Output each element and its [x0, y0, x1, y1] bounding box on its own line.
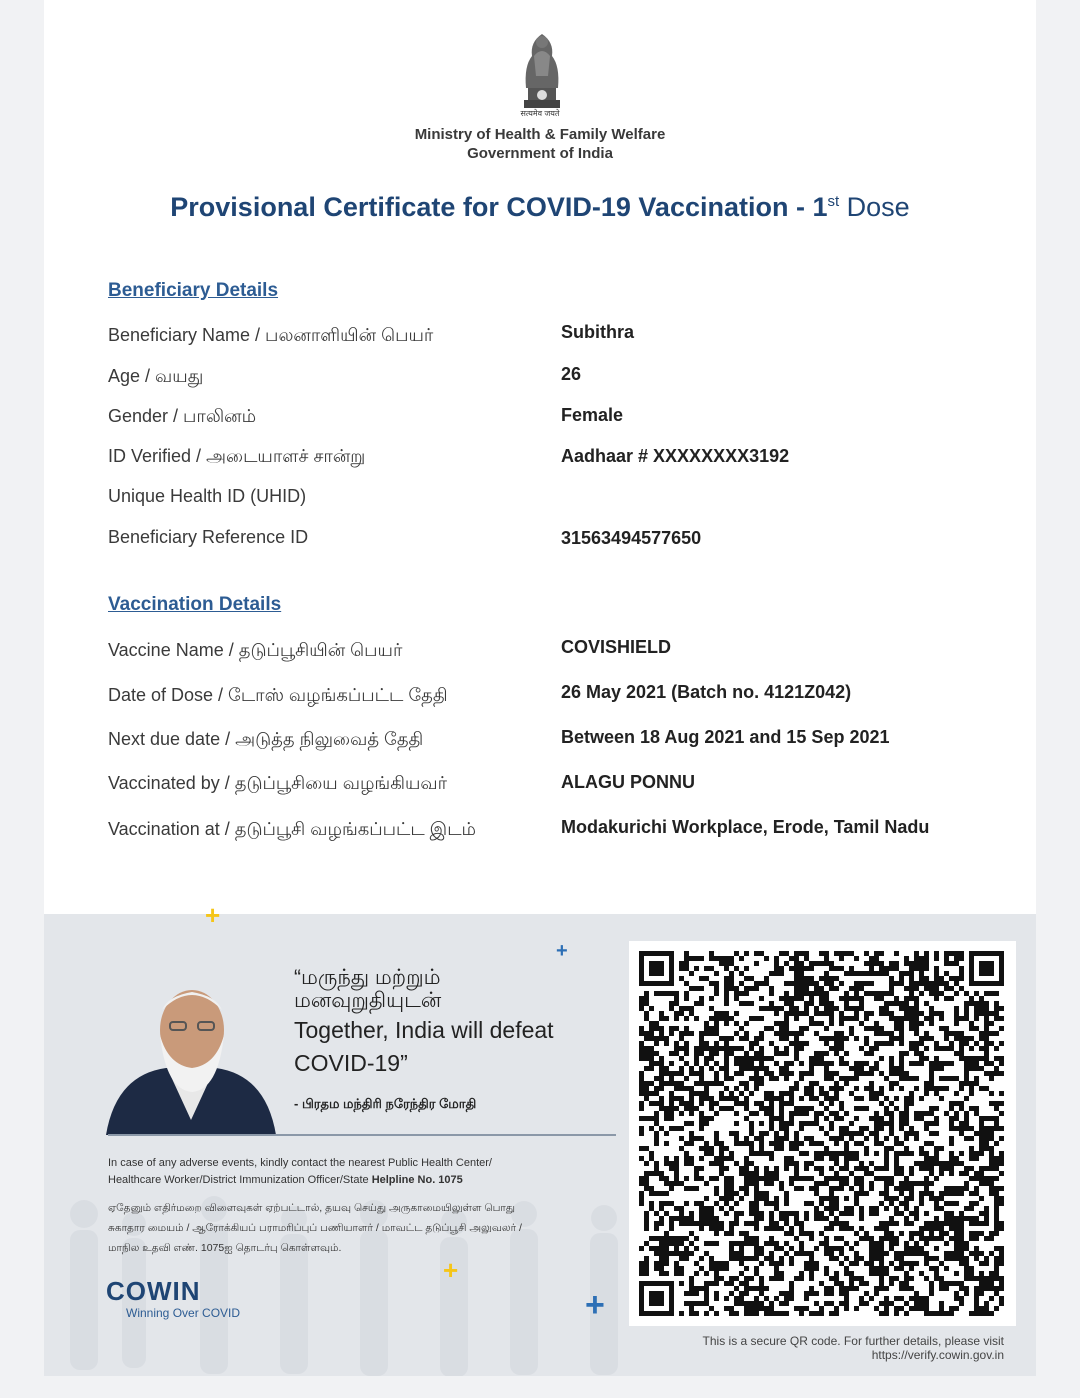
vaccination-at-value: Modakurichi Workplace, Erode, Tamil Nadu [561, 817, 930, 837]
prime-minister-photo [106, 980, 276, 1135]
beneficiary-name-label: Beneficiary Name / பலனாளியின் பெயர் [108, 325, 434, 345]
next-due-date-label: Next due date / அடுத்த நிலுவைத் தேதி [108, 729, 424, 749]
age-value: 26 [561, 364, 582, 384]
plus-decoration-icon: + [205, 900, 221, 930]
footer-divider [108, 1134, 616, 1136]
helpline-english [108, 1155, 608, 1189]
gender-label: Gender / பாலினம் [108, 406, 257, 426]
helpline-english-text: Healthcare Worker/District Immunization Officer/State [108, 1174, 372, 1186]
ministry-name: Ministry of Health & Family Welfare [414, 126, 666, 143]
plus-decoration-icon: + [585, 1286, 605, 1324]
qr-finder-pattern [969, 951, 1004, 986]
qr-finder-pattern [639, 1281, 674, 1316]
helpline-number: Helpline No. 1075 [371, 1174, 463, 1186]
date-of-dose-value: 26 May 2021 (Batch no. 4121Z042) [561, 682, 852, 702]
next-due-date-value: Between 18 Aug 2021 and 15 Sep 2021 [561, 727, 890, 747]
quote-line-tamil-2: மனவுறுதியுடன் [294, 989, 442, 1012]
vaccination-details-heading: Vaccination Details [108, 594, 282, 615]
certificate-title [0, 192, 1080, 223]
emblem-motto: सत्यमेव जयते [520, 109, 560, 118]
vaccination-at-label: Vaccination at / தடுப்பூசி வழங்கப்பட்ட இடம் [108, 819, 476, 839]
reference-id-value: 31563494577650 [561, 528, 702, 548]
qr-code-container [629, 941, 1016, 1326]
beneficiary-details-heading: Beneficiary Details [108, 280, 279, 301]
title-superscript: st [827, 193, 840, 210]
government-name: Government of India [467, 145, 613, 162]
vaccine-name-value: COVISHIELD [561, 637, 672, 657]
id-verified-value: Aadhaar # XXXXXXXX3192 [561, 446, 790, 466]
verification-qr-code [639, 951, 1006, 1316]
helpline-tamil-line-2: சுகாதார மையம் / ஆரோக்கியப் பராமரிப்புப் பணியாளர் / மாவட்ட தடுப்பூசி அலுவலர் / [108, 1222, 522, 1234]
quote-line-english-2: COVID-19” [294, 1050, 408, 1076]
cowin-logo: COWIN [106, 1276, 201, 1306]
helpline-tamil-line-1: ஏதேனும் எதிர்மறை விளைவுகள் ஏற்பட்டால், தயவு செய்து அருகாமையிலுள்ள பொது [108, 1202, 515, 1214]
quote-line-english-1: Together, India will defeat [294, 1017, 554, 1043]
plus-decoration-icon: + [443, 1255, 459, 1285]
qr-modules [639, 951, 1004, 1316]
quote-line-tamil-1: “மருந்து மற்றும் [294, 966, 441, 989]
helpline-tamil-line-3: மாநில உதவி எண். 1075ஐ தொடர்பு கொள்ளவும். [108, 1242, 342, 1254]
date-of-dose-label: Date of Dose / டோஸ் வழங்கப்பட்ட தேதி [108, 685, 448, 705]
title-main: Provisional Certificate for COVID-19 Vaccination - 1 [170, 192, 828, 222]
uhid-label: Unique Health ID (UHID) [108, 486, 307, 506]
qr-note-line-2: https://verify.cowin.gov.in [871, 1348, 1004, 1362]
id-verified-label: ID Verified / அடையாளச் சான்று [108, 446, 366, 466]
helpline-english-line-2 [108, 1172, 608, 1189]
title-dose: Dose [839, 192, 910, 222]
gender-value: Female [561, 405, 624, 425]
quote-attribution: - பிரதம மந்திரி நரேந்திர மோதி [294, 1096, 477, 1111]
plus-decoration-icon: + [556, 940, 568, 962]
vaccinated-by-label: Vaccinated by / தடுப்பூசியை வழங்கியவர் [108, 773, 448, 793]
helpline-tamil [108, 1198, 608, 1258]
vaccine-name-label: Vaccine Name / தடுப்பூசியின் பெயர் [108, 640, 403, 660]
helpline-english-line-1: In case of any adverse events, kindly contact the nearest Public Health Center/ [108, 1157, 492, 1169]
qr-finder-pattern [639, 951, 674, 986]
qr-note-line-1: This is a secure QR code. For further details, please visit [702, 1334, 1004, 1348]
age-label: Age / வயது [108, 366, 204, 386]
vaccinated-by-value: ALAGU PONNU [561, 772, 695, 792]
reference-id-label: Beneficiary Reference ID [108, 527, 309, 547]
beneficiary-name-value: Subithra [561, 322, 635, 342]
cowin-tagline: Winning Over COVID [126, 1306, 241, 1320]
